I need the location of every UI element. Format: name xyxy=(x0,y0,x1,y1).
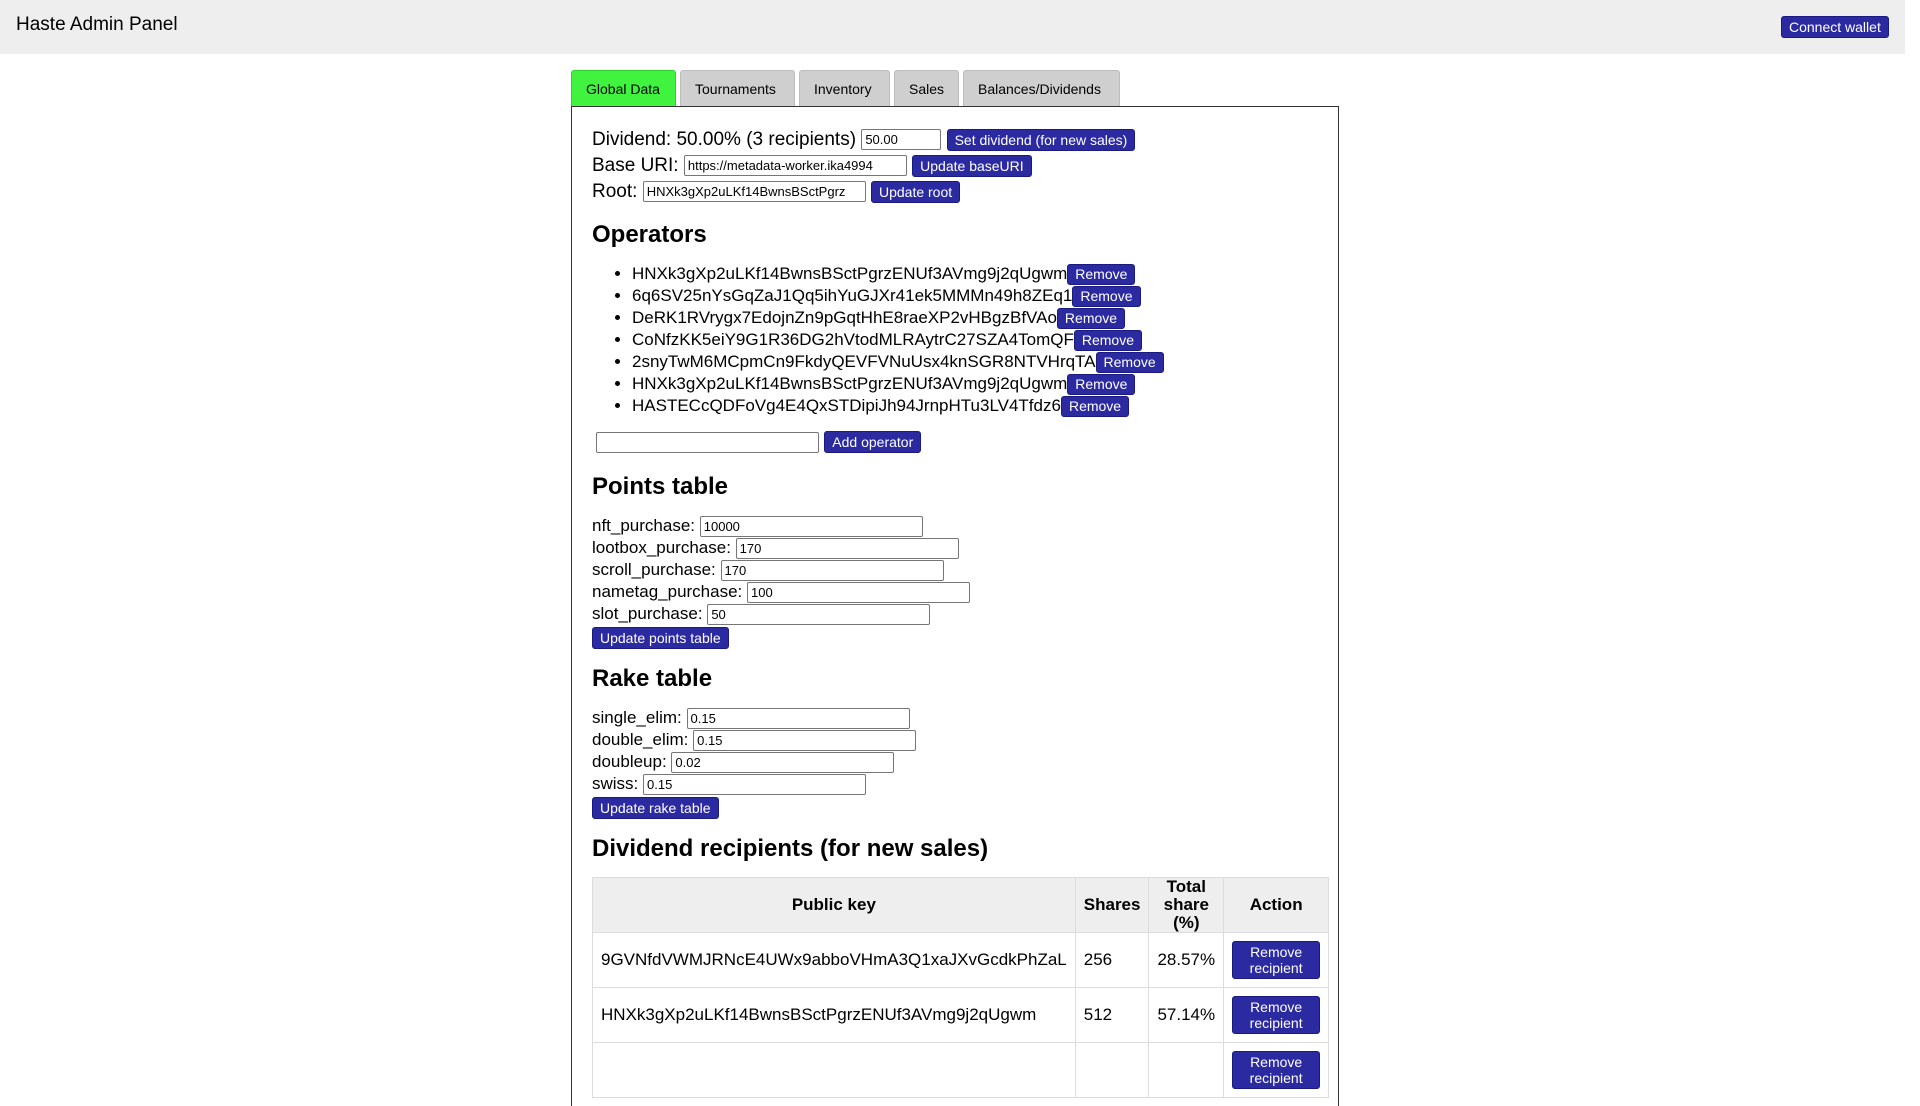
scroll-purchase-input[interactable] xyxy=(721,560,944,581)
app-title: Haste Admin Panel xyxy=(16,14,178,35)
list-item xyxy=(632,351,1319,373)
top-bar xyxy=(0,0,1920,54)
rake-field-doubleup xyxy=(592,751,1319,773)
points-field-slot-purchase xyxy=(592,603,1319,625)
column-header-public-key: Public key xyxy=(593,878,1076,933)
rake-field-single-elim xyxy=(592,707,1319,729)
table-header-row xyxy=(593,878,1329,933)
update-base-uri-button[interactable]: Update baseURI xyxy=(912,155,1032,177)
update-root-button[interactable]: Update root xyxy=(871,181,960,203)
remove-operator-button[interactable]: Remove xyxy=(1074,330,1142,351)
page-scrollbar[interactable] xyxy=(1905,0,1920,1080)
dividend-input[interactable] xyxy=(861,129,941,150)
remove-operator-button[interactable]: Remove xyxy=(1067,264,1135,285)
table-row xyxy=(593,933,1329,988)
set-dividend-button[interactable]: Set dividend (for new sales) xyxy=(947,129,1136,151)
table-row xyxy=(593,988,1329,1043)
points-field-scroll-purchase xyxy=(592,559,1319,581)
points-table-heading: Points table xyxy=(592,473,729,500)
points-field-nft-purchase xyxy=(592,515,1319,537)
field-label: scroll_purchase: xyxy=(592,560,716,579)
double-elim-input[interactable] xyxy=(693,730,916,751)
recipient-total-share: 28.57% xyxy=(1149,933,1224,988)
operator-key: HASTECcQDFoVg4E4QxSTDipiJh94JrnpHTu3LV4Tfdz6 xyxy=(632,396,1061,415)
dividend-label: Dividend: 50.00% (3 recipients) xyxy=(592,129,857,150)
operator-key: HNXk3gXp2uLKf14BwnsBSctPgrzENUf3AVmg9j2qUgwm xyxy=(632,264,1068,283)
field-label: nft_purchase: xyxy=(592,516,696,535)
add-operator-button[interactable]: Add operator xyxy=(824,431,921,453)
remove-recipient-button[interactable]: Remove recipient xyxy=(1232,996,1320,1034)
lootbox-purchase-input[interactable] xyxy=(736,538,959,559)
remove-operator-button[interactable]: Remove xyxy=(1096,352,1164,373)
operator-key: 2snyTwM6MCpmCn9FkdyQEVFVNuUsx4knSGR8NTVHrqTA xyxy=(632,352,1096,371)
remove-operator-button[interactable]: Remove xyxy=(1067,374,1135,395)
tab-inventory[interactable]: Inventory xyxy=(799,70,890,106)
list-item xyxy=(632,329,1319,351)
operators-list xyxy=(592,263,1319,417)
list-item xyxy=(632,373,1319,395)
recipient-shares: 512 xyxy=(1075,988,1149,1043)
tab-bar xyxy=(571,70,1120,106)
rake-field-swiss xyxy=(592,773,1319,795)
remove-operator-button[interactable]: Remove xyxy=(1072,286,1140,307)
dividend-recipients-table xyxy=(592,877,1329,1098)
update-points-table-button[interactable]: Update points table xyxy=(592,627,729,649)
single-elim-input[interactable] xyxy=(687,708,910,729)
tab-sales[interactable]: Sales xyxy=(894,70,959,106)
rake-table-heading: Rake table xyxy=(592,665,713,693)
tab-balances-dividends[interactable]: Balances/Dividends xyxy=(963,70,1120,106)
operator-input[interactable] xyxy=(596,432,819,453)
operator-key: HNXk3gXp2uLKf14BwnsBSctPgrzENUf3AVmg9j2qUgwm xyxy=(632,374,1068,393)
add-operator-row xyxy=(592,431,1319,457)
field-label: doubleup: xyxy=(592,752,667,772)
remove-recipient-button[interactable]: Remove recipient xyxy=(1232,1051,1320,1089)
root-label: Root: xyxy=(592,181,638,202)
field-label: single_elim: xyxy=(592,708,682,728)
update-rake-table-button[interactable]: Update rake table xyxy=(592,797,719,819)
operator-key: 6q6SV25nYsGqZaJ1Qq5ihYuGJXr41ek5MMMn49h8ZEq1 xyxy=(632,286,1073,305)
recipient-total-share xyxy=(1149,1043,1224,1098)
points-field-lootbox-purchase xyxy=(592,537,1319,559)
dividend-row xyxy=(592,127,1319,153)
recipient-public-key: HNXk3gXp2uLKf14BwnsBSctPgrzENUf3AVmg9j2qUgwm xyxy=(593,988,1076,1043)
nft-purchase-input[interactable] xyxy=(700,516,923,537)
remove-operator-button[interactable]: Remove xyxy=(1061,396,1129,417)
points-field-nametag-purchase xyxy=(592,581,1319,603)
recipient-total-share: 57.14% xyxy=(1149,988,1224,1043)
tab-global-data[interactable]: Global Data xyxy=(571,70,676,106)
list-item xyxy=(632,395,1319,417)
root-input[interactable] xyxy=(643,181,866,202)
field-label: double_elim: xyxy=(592,730,689,750)
base-uri-row xyxy=(592,153,1319,179)
base-uri-label: Base URI: xyxy=(592,155,679,176)
base-uri-input[interactable] xyxy=(684,155,907,176)
remove-operator-button[interactable]: Remove xyxy=(1057,308,1125,329)
recipient-shares: 256 xyxy=(1075,933,1149,988)
connect-wallet-button[interactable]: Connect wallet xyxy=(1781,16,1889,38)
field-label: nametag_purchase: xyxy=(592,582,743,601)
list-item xyxy=(632,307,1319,329)
recipient-shares xyxy=(1075,1043,1149,1098)
operator-key: CoNfzKK5eiY9G1R36DG2hVtodMLRAytrC27SZA4TomQF xyxy=(632,330,1074,349)
doubleup-input[interactable] xyxy=(671,752,894,773)
root-row xyxy=(592,179,1319,205)
list-item xyxy=(632,263,1319,285)
dividend-recipients-heading: Dividend recipients (for new sales) xyxy=(592,835,989,863)
recipient-action-cell xyxy=(1224,1043,1329,1098)
column-header-shares: Shares xyxy=(1075,878,1149,933)
recipient-action-cell xyxy=(1224,933,1329,988)
tab-tournaments[interactable]: Tournaments xyxy=(680,70,795,106)
field-label: lootbox_purchase: xyxy=(592,538,731,557)
field-label: swiss: xyxy=(592,774,639,794)
global-data-panel xyxy=(571,106,1339,1106)
rake-field-double-elim xyxy=(592,729,1319,751)
swiss-input[interactable] xyxy=(643,774,866,795)
nametag-purchase-input[interactable] xyxy=(747,582,970,603)
operator-key: DeRK1RVrygx7EdojnZn9pGqtHhE8raeXP2vHBgzBfVAo xyxy=(632,308,1057,327)
operators-heading: Operators xyxy=(592,221,707,248)
column-header-total-share: Total share (%) xyxy=(1149,878,1224,933)
field-label: slot_purchase: xyxy=(592,604,703,623)
remove-recipient-button[interactable]: Remove recipient xyxy=(1232,941,1320,979)
recipient-public-key xyxy=(593,1043,1076,1098)
recipient-public-key: 9GVNfdVWMJRNcE4UWx9abboVHmA3Q1xaJXvGcdkPhZaL xyxy=(593,933,1076,988)
table-row xyxy=(593,1043,1329,1098)
list-item xyxy=(632,285,1319,307)
slot-purchase-input[interactable] xyxy=(707,604,930,625)
recipient-action-cell xyxy=(1224,988,1329,1043)
column-header-action: Action xyxy=(1224,878,1329,933)
